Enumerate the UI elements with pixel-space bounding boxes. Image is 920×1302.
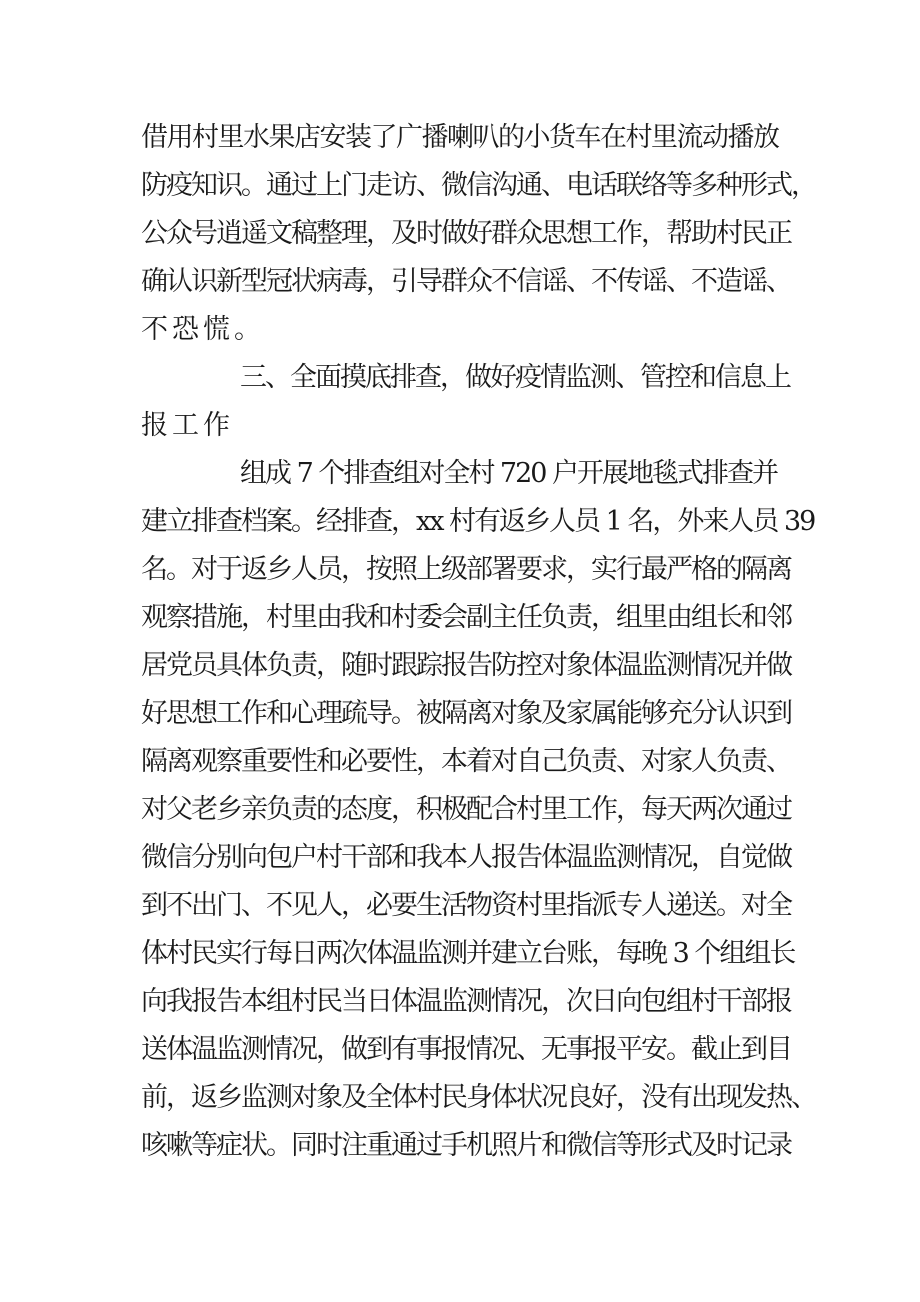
text-line: 不恐慌。	[141, 314, 265, 345]
text-line: 对父老乡亲负责的态度，积极配合村里工作，每天两次通过	[141, 794, 791, 825]
text-line: 咳嗽等症状。同时注重通过手机照片和微信等形式及时记录	[141, 1130, 791, 1161]
text-line: 借用村里水果店安装了广播喇叭的小货车在村里流动播放	[141, 122, 779, 153]
text-line: 好思想工作和心理疏导。被隔离对象及家属能够充分认识到	[141, 698, 791, 729]
text-line: 送体温监测情况，做到有事报情况、无事报平安。截止到目	[141, 1034, 791, 1065]
text-line: 前，返乡监测对象及全体村民身体状况良好，没有出现发热、	[141, 1082, 816, 1113]
text-line: 居党员具体负责，随时跟踪报告防控对象体温监测情况并做	[141, 650, 791, 681]
section-heading: 三、全面摸底排查，做好疫情监测、管控和信息上	[240, 362, 790, 393]
text-line: 确认识新型冠状病毒，引导群众不信谣、不传谣、不造谣、	[141, 266, 791, 297]
text-line: 到不出门、不见人，必要生活物资村里指派专人递送。对全	[141, 890, 791, 921]
text-line: 观察措施，村里由我和村委会副主任负责，组里由组长和邻	[141, 602, 791, 633]
text-line: 公众号逍遥文稿整理，及时做好群众思想工作，帮助村民正	[141, 218, 791, 249]
text-line: 名。对于返乡人员，按照上级部署要求，实行最严格的隔离	[141, 554, 791, 585]
text-line: 隔离观察重要性和必要性，本着对自己负责、对家人负责、	[141, 746, 791, 777]
text-line: 向我报告本组村民当日体温监测情况，次日向包组村干部报	[141, 986, 791, 1017]
text-line: 防疫知识。通过上门走访、微信沟通、电话联络等多种形式，	[141, 170, 816, 201]
section-heading: 报工作	[141, 410, 234, 441]
text-line: 组成 7 个排查组对全村 720 户开展地毯式排查并	[240, 458, 778, 489]
text-line: 体村民实行每日两次体温监测并建立台账，每晚 3 个组组长	[141, 938, 795, 969]
text-line: 微信分别向包户村干部和我本人报告体温监测情况，自觉做	[141, 842, 791, 873]
text-line: 建立排查档案。经排查，xx 村有返乡人员 1 名，外来人员 39	[141, 506, 815, 537]
